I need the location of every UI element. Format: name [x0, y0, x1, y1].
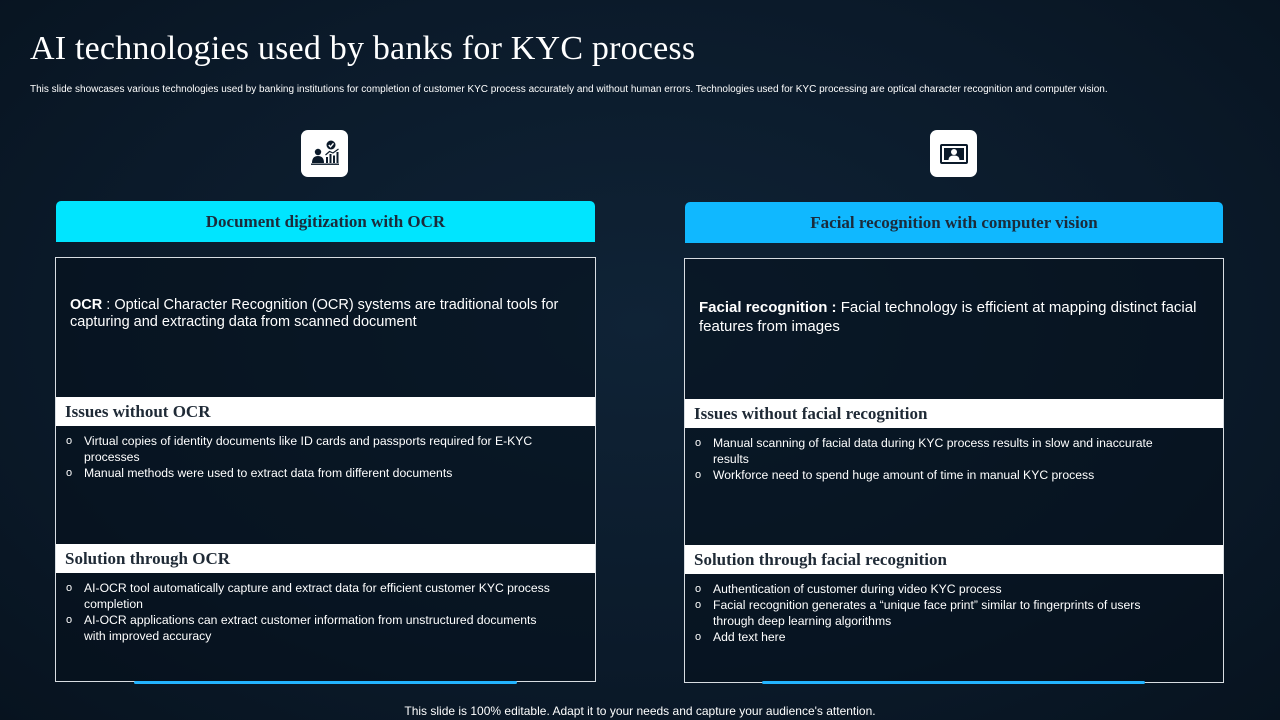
- analytics-person-check-icon: [301, 130, 348, 177]
- list-item: o Workforce need to spend huge amount of time in manual KYC process: [685, 467, 1183, 483]
- ocr-header: Document digitization with OCR: [56, 201, 595, 242]
- ocr-issues-title: Issues without OCR: [56, 397, 595, 426]
- list-item: o Authentication of customer during video KYC process: [685, 581, 1183, 597]
- face-scan-frame-icon: [930, 130, 977, 177]
- ocr-accent-line: [134, 681, 517, 684]
- ocr-issues-list: [56, 433, 555, 481]
- ocr-intro-text: : Optical Character Recognition (OCR) systems are traditional tools for capturing and extracting data from scanned document: [70, 297, 559, 330]
- list-item: o Facial recognition generates a “unique face print” similar to fingerprints of users through deep learning algorithms: [685, 597, 1183, 629]
- facial-intro-text: Facial technology is efficient at mapping distinct facial features from images: [699, 299, 1197, 335]
- ocr-intro: [70, 297, 575, 331]
- list-item: o AI-OCR applications can extract customer information from unstructured documents with improved accuracy: [56, 612, 555, 644]
- facial-intro-term: Facial recognition :: [699, 299, 837, 316]
- list-item: o Manual methods were used to extract data from different documents: [56, 465, 555, 481]
- facial-issues-list: [685, 435, 1183, 483]
- ocr-panel: [55, 257, 596, 682]
- slide-title: AI technologies used by banks for KYC process: [30, 30, 696, 67]
- ocr-solutions-list: [56, 580, 555, 644]
- list-item: o Add text here: [685, 629, 1183, 645]
- slide-footer: This slide is 100% editable. Adapt it to your needs and capture your audience's attention.: [404, 704, 876, 718]
- facial-solution-title: Solution through facial recognition: [685, 545, 1223, 574]
- facial-accent-line: [762, 681, 1145, 684]
- list-item: o Manual scanning of facial data during KYC process results in slow and inaccurate results: [685, 435, 1183, 467]
- list-item: o Virtual copies of identity documents like ID cards and passports required for E-KYC processes: [56, 433, 555, 465]
- slide-subtitle: This slide showcases various technologies used by banking institutions for completion of customer KYC process accurately and without human errors. Technologies used for KYC processing are optical character recognition and computer vision.: [30, 84, 1108, 95]
- facial-recognition-header: Facial recognition with computer vision: [685, 202, 1223, 243]
- ocr-intro-term: OCR: [70, 297, 103, 313]
- facial-solutions-list: [685, 581, 1183, 645]
- facial-panel: [684, 258, 1224, 683]
- facial-issues-title: Issues without facial recognition: [685, 399, 1223, 428]
- list-item: o AI-OCR tool automatically capture and extract data for efficient customer KYC process completion: [56, 580, 555, 612]
- ocr-solution-title: Solution through OCR: [56, 544, 595, 573]
- facial-intro: [699, 298, 1203, 336]
